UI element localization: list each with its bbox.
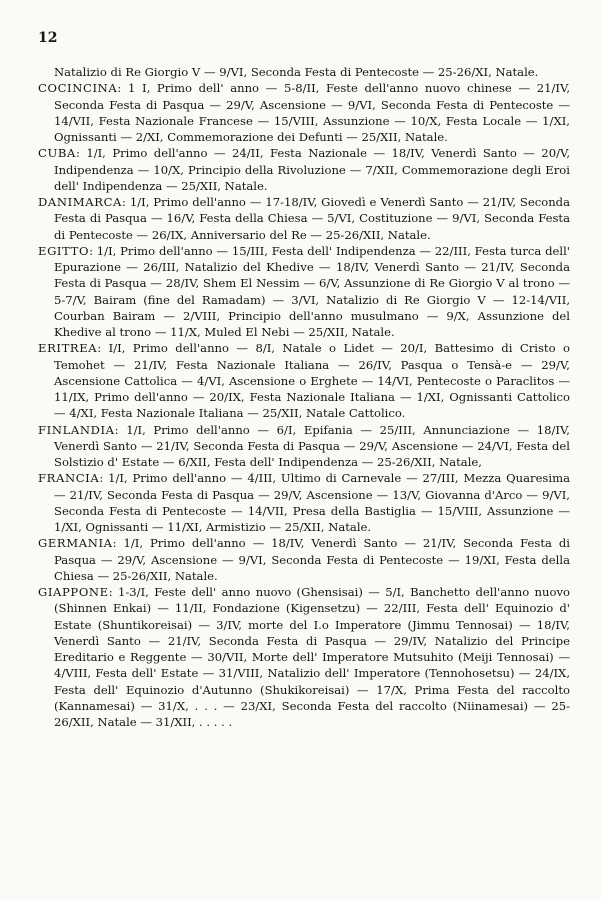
entry-francia: FRANCIA: 1/I, Primo dell'anno — 4/III, Ultimo di Carnevale — 27/III, Mezza Quaresima — 21/IV, Seconda Festa di Pasqua — 29/V, Ascensione — 13/V, Giovanna d'Arco — 9/VI, Seconda Festa di Pentecoste — 14/VII, Presa della Bastiglia — 15/VIII, Assunzione — 1/XI, Ognissanti — 11/XI, Armistizio — 25/XII, Natale.	[38, 471, 571, 534]
entry-text: 1/I, Primo dell'anno — 17-18/IV, Giovedì e Venerdì Santo — 21/IV, Seconda Festa di Pasqua — 16/V, Festa della Chiesa — 5/VI, Costituzione — 9/VI, Seconda Festa di Pentecoste — 26/IX, Anniversario del Re — 25-26/XII, Natale.	[54, 195, 570, 242]
holiday-list	[38, 64, 570, 730]
entry-egitto: EGITTO: 1/I, Primo dell'anno — 15/III, Festa dell' Indipendenza — 22/III, Festa turca dell' Epurazione — 26/III, Natalizio del Khedive — 18/IV, Venerdì Santo — 21/IV, Seconda Festa di Pasqua — 28/IV, Shem El Nessim — 6/V, Assunzione di Re Giorgio V al trono — 5-7/V, Bairam (fine del Ramadam) — 3/VI, Natalizio di Re Giorgio V — 12-14/VII, Courban Bairam — 2/VIII, Principio dell'anno musulmano — 9/X, Assunzione del Khedive al trono — 11/X, Muled El Nebi — 25/XII, Natale.	[38, 243, 570, 339]
country-name: ERITREA	[38, 341, 98, 356]
entry-continuation	[38, 64, 570, 80]
entry-eritrea: ERITREA: I/I, Primo dell'anno — 8/I, Natale o Lidet — 20/I, Battesimo di Cristo o Temohet — 21/IV, Festa Nazionale Italiana — 26/IV, Pasqua o Tensà-e — 29/V, Ascensione Cattolica — 4/VI, Ascensione o Erghete — 14/VI, Pentecoste o Paraclitos — 11/IX, Primo dell'anno — 20/IX, Festa Nazionale Italiana — 1/XI, Ognissanti Cattolico — 4/XI, Festa Nazionale Italiana — 25/XII, Natale Cattolico.	[38, 341, 570, 421]
country-name: FRANCIA	[38, 471, 100, 486]
country-name: COCINCINA	[38, 81, 118, 96]
entry-germania: GERMANIA: 1/I, Primo dell'anno — 18/IV, Venerdì Santo — 21/IV, Seconda Festa di Pasqua — 29/V, Ascensione — 9/VI, Seconda Festa di Pentecoste — 19/XI, Festa della Chiesa — 25-26/XII, Natale.	[38, 536, 570, 583]
entry-cuba: CUBA: 1/I, Primo dell'anno — 24/II, Festa Nazionale — 18/IV, Venerdì Santo — 20/V, Indipendenza — 10/X, Principio della Rivoluzione — 7/XII, Commemorazione degli Eroi dell' Indipendenza — 25/XII, Natale.	[38, 146, 571, 193]
entry-text: Natalizio di Re Giorgio V — 9/VI, Seconda Festa di Pentecoste — 25-26/XI, Natale.	[54, 65, 539, 79]
entry-danimarca: DANIMARCA: 1/I, Primo dell'anno — 17-18/IV, Giovedì e Venerdì Santo — 21/IV, Seconda Festa di Pasqua — 16/V, Festa della Chiesa — 5/VI, Costituzione — 9/VI, Seconda Festa di Pentecoste — 26/IX, Anniversario del Re — 25-26/XII, Natale.	[38, 195, 570, 242]
entry-text: 1-3/I, Feste dell' anno nuovo (Ghensisai) — 5/I, Banchetto dell'anno nuovo (Shinnen Enkai) — 11/II, Fondazione (Kigensetzu) — 22/III, Festa dell' Equinozio d' Estate (Shuntikoreisai) — 3/IV, morte del I.o Imperatore (Jimmu Tennosai) — 18/IV, Venerdì Santo — 21/IV, Seconda Festa di Pasqua — 29/IV, Natalizio del Principe Ereditario e Reggente — 30/VII, Morte dell' Imperatore Mutsuhito (Meiji Tennosai) — 4/VIII, Festa dell' Estate — 31/VIII, Natalizio dell' Imperatore (Tennohosetsu) — 24/IX, Festa dell' Equinozio d'Autunno (Shukikoreisai) — 17/X, Prima Festa del raccolto (Kannamesai) — 31/X, . . . — 23/XI, Seconda Festa del raccolto (Niinamesai) — 25-26/XII, Natale — 31/XII, . . . . .	[54, 585, 570, 729]
entry-text: 1/I, Primo dell'anno — 6/I, Epifania — 25/III, Annunciazione — 18/IV, Venerdì Santo — 21/IV, Seconda Festa di Pasqua — 29/V, Ascensione — 24/VI, Festa del Solstizio d' Estate — 6/XII, Festa dell' Indipendenza — 25-26/XII, Natale,	[54, 422, 570, 469]
country-name: GERMANIA	[38, 536, 113, 551]
country-name: CUBA	[38, 146, 76, 161]
entry-text: 1/I, Primo dell'anno — 24/II, Festa Nazionale — 18/IV, Venerdì Santo — 20/V, Indipendenza — 10/X, Principio della Rivoluzione — 7/XII, Commemorazione degli Eroi dell' Indipendenza — 25/XII, Natale.	[54, 146, 571, 193]
entry-text: I/I, Primo dell'anno — 8/I, Natale o Lidet — 20/I, Battesimo di Cristo o Temohet — 21/IV, Festa Nazionale Italiana — 26/IV, Pasqua o Tensà-e — 29/V, Ascensione Cattolica — 4/VI, Ascensione o Erghete — 14/VI, Pentecoste o Paraclitos — 11/IX, Primo dell'anno — 20/IX, Festa Nazionale Italiana — 1/XI, Ognissanti Cattolico — 4/XI, Festa Nazionale Italiana — 25/XII, Natale Cattolico.	[54, 341, 570, 421]
country-name: GIAPPONE	[38, 585, 109, 599]
page-number: 12	[38, 30, 58, 46]
entry-text: 1 I, Primo dell' anno — 5-8/II, Feste dell'anno nuovo chinese — 21/IV, Seconda Festa di Pasqua — 29/V, Ascensione — 9/VI, Seconda Festa di Pentecoste — 14/VII, Festa Nazionale Francese — 15/VIII, Assunzione — 10/X, Festa Locale — 1/XI, Ognissanti — 2/XI, Commemorazione dei Defunti — 25/XII, Natale.	[54, 81, 571, 144]
country-name: DANIMARCA	[38, 195, 123, 209]
entry-finlandia: FINLANDIA: 1/I, Primo dell'anno — 6/I, Epifania — 25/III, Annunciazione — 18/IV, Venerdì Santo — 21/IV, Seconda Festa di Pasqua — 29/V, Ascensione — 24/VI, Festa del Solstizio d' Estate — 6/XII, Festa dell' Indipendenza — 25-26/XII, Natale,	[38, 422, 570, 469]
country-name: FINLANDIA	[38, 422, 115, 437]
entry-text: 1/I, Primo dell'anno — 18/IV, Venerdì Santo — 21/IV, Seconda Festa di Pasqua — 29/V, Ascensione — 9/VI, Seconda Festa di Pentecoste — 19/XI, Festa della Chiesa — 25-26/XII, Natale.	[54, 536, 570, 583]
entry-text: 1/I, Primo dell'anno — 4/III, Ultimo di Carnevale — 27/III, Mezza Quaresima — 21/IV, Seconda Festa di Pasqua — 29/V, Ascensione — 13/V, Giovanna d'Arco — 9/VI, Seconda Festa di Pentecoste — 14/VII, Presa della Bastiglia — 15/VIII, Assunzione — 1/XI, Ognissanti — 11/XI, Armistizio — 25/XII, Natale.	[54, 471, 571, 534]
entry-giappone: GIAPPONE: 1-3/I, Feste dell' anno nuovo (Ghensisai) — 5/I, Banchetto dell'anno nuovo (Shinnen Enkai) — 11/II, Fondazione (Kigensetzu) — 22/III, Festa dell' Equinozio d' Estate (Shuntikoreisai) — 3/IV, morte del I.o Imperatore (Jimmu Tennosai) — 18/IV, Venerdì Santo — 21/IV, Seconda Festa di Pasqua — 29/IV, Natalizio del Principe Ereditario e Reggente — 30/VII, Morte dell' Imperatore Mutsuhito (Meiji Tennosai) — 4/VIII, Festa dell' Estate — 31/VIII, Natalizio dell' Imperatore (Tennohosetsu) — 24/IX, Festa dell' Equinozio d'Autunno (Shukikoreisai) — 17/X, Prima Festa del raccolto (Kannamesai) — 31/X, . . . — 23/XI, Seconda Festa del raccolto (Niinamesai) — 25-26/XII, Natale — 31/XII, . . . . .	[38, 585, 570, 729]
entry-cocincina: COCINCINA: 1 I, Primo dell' anno — 5-8/II, Feste dell'anno nuovo chinese — 21/IV, Seconda Festa di Pasqua — 29/V, Ascensione — 9/VI, Seconda Festa di Pentecoste — 14/VII, Festa Nazionale Francese — 15/VIII, Assunzione — 10/X, Festa Locale — 1/XI, Ognissanti — 2/XI, Commemorazione dei Defunti — 25/XII, Natale.	[38, 81, 571, 144]
entry-text: 1/I, Primo dell'anno — 15/III, Festa dell' Indipendenza — 22/III, Festa turca dell' Epurazione — 26/III, Natalizio del Khedive — 18/IV, Venerdì Santo — 21/IV, Seconda Festa di Pasqua — 28/IV, Shem El Nessim — 6/V, Assunzione di Re Giorgio V al trono — 5-7/V, Bairam (fine del Ramadam) — 3/VI, Natalizio di Re Giorgio V — 12-14/VII, Courban Bairam — 2/VIII, Principio dell'anno musulmano — 9/X, Assunzione del Khedive al trono — 11/X, Muled El Nebi — 25/XII, Natale.	[54, 243, 570, 339]
country-name: EGITTO	[38, 243, 90, 258]
